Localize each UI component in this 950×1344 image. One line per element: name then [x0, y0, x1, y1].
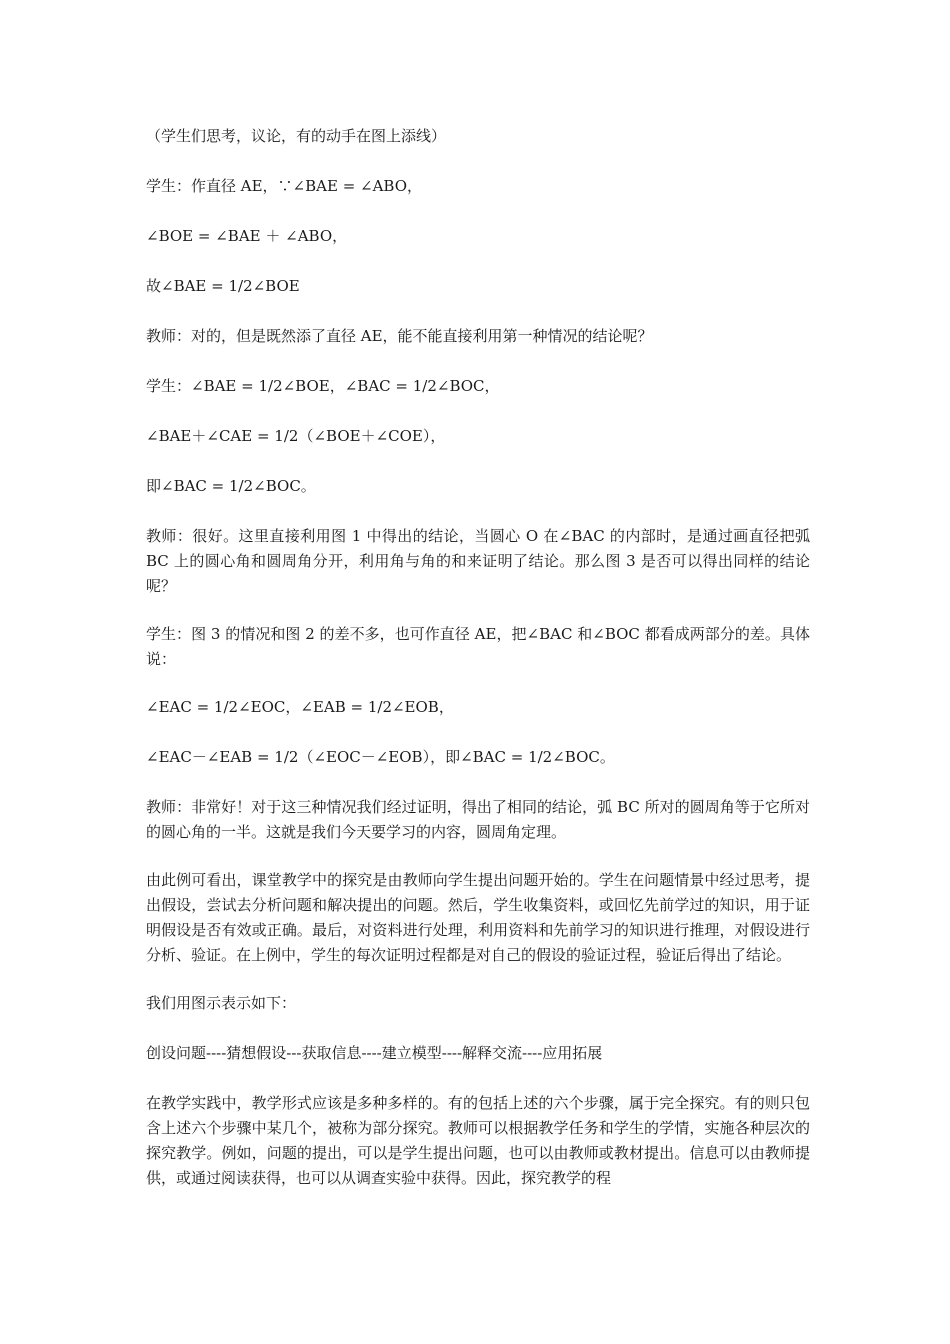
paragraph-student-figure3: 学生：图 3 的情况和图 2 的差不多，也可作直径 AE，把∠BAC 和∠BOC 都看成两部分的差。具体说：: [146, 625, 810, 668]
paragraph-student-diameter: 学生：作直径 AE，∵∠BAE = ∠ABO，: [146, 177, 423, 195]
paragraph-equation-bae: 故∠BAE = 1/2∠BOE: [146, 277, 300, 295]
paragraph-teacher-question: 教师：对的，但是既然添了直径 AE，能不能直接利用第一种情况的结论呢？: [146, 327, 653, 345]
paragraph-process-steps: 创设问题----猜想假设---获取信息----建立模型----解释交流----应用拓展: [146, 1044, 603, 1062]
paragraph-equation-sum: ∠BAE＋∠CAE = 1/2（∠BOE＋∠COE），: [146, 427, 446, 445]
paragraph-student-thinking: （学生们思考，议论，有的动手在图上添线）: [146, 127, 447, 145]
paragraph-teacher-good: 教师：很好。这里直接利用图 1 中得出的结论，当圆心 O 在∠BAC 的内部时，是通过画直径把弧 BC 上的圆心角和圆周角分开，利用角与角的和来证明了结论。那么图 3 是否可以得出同样的结论呢？: [146, 527, 810, 595]
paragraph-equation-boe: ∠BOE = ∠BAE ＋ ∠ABO，: [146, 227, 348, 245]
paragraph-diagram-intro: 我们用图示表示如下：: [146, 994, 297, 1012]
paragraph-practice: 在教学实践中，教学形式应该是多种多样的。有的包括上述的六个步骤，属于完全探究。有的则只包含上述六个步骤中某几个，被称为部分探究。教师可以根据教学任务和学生的学情，实施各种层次的探究教学。例如，问题的提出，可以是学生提出问题，也可以由教师或教材提出。信息可以由教师提供，或通过阅读获得，也可以从调查实验中获得。因此，探究教学的程: [146, 1094, 810, 1187]
paragraph-equation-bac: 即∠BAC = 1/2∠BOC。: [146, 477, 316, 495]
paragraph-analysis: 由此例可看出，课堂教学中的探究是由教师向学生提出问题开始的。学生在问题情景中经过思考，提出假设，尝试去分析问题和解决提出的问题。然后，学生收集资料，或回忆先前学过的知识，用于证明假设是否有效或正确。最后，对资料进行处理，利用资料和先前学习的知识进行推理，对假设进行分析、验证。在上例中，学生的每次证明过程都是对自己的假设的验证过程，验证后得出了结论。: [146, 871, 810, 964]
paragraph-teacher-conclusion: 教师：非常好！对于这三种情况我们经过证明，得出了相同的结论，弧 BC 所对的圆周角等于它所对的圆心角的一半。这就是我们今天要学习的内容，圆周角定理。: [146, 798, 810, 841]
document-page: [146, 124, 810, 1214]
paragraph-student-answer: 学生：∠BAE = 1/2∠BOE，∠BAC = 1/2∠BOC，: [146, 377, 500, 395]
paragraph-equation-difference: ∠EAC－∠EAB = 1/2（∠EOC－∠EOB），即∠BAC = 1/2∠BOC。: [146, 748, 615, 766]
paragraph-equation-eac: ∠EAC = 1/2∠EOC，∠EAB = 1/2∠EOB，: [146, 698, 454, 716]
